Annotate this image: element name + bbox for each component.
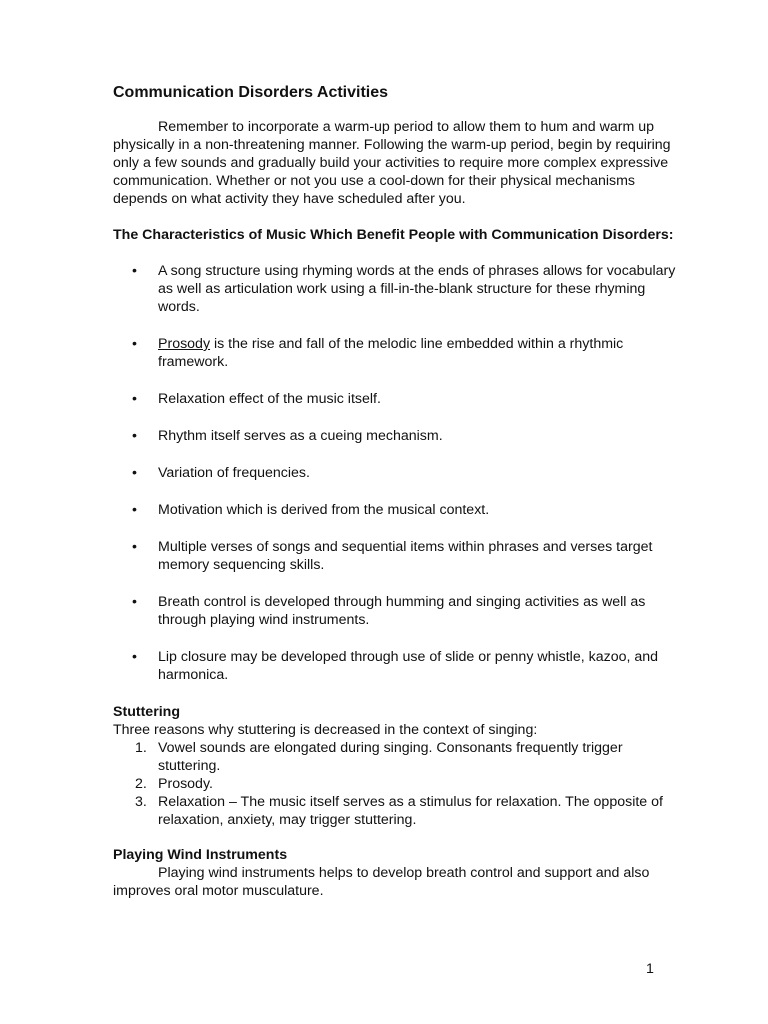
list-item-text: Relaxation – The music itself serves as a stimulus for relaxation. The opposite of relaxation, anxiety, may trigger stuttering. xyxy=(158,794,663,828)
stuttering-heading: Stuttering xyxy=(113,704,180,720)
characteristics-heading: The Characteristics of Music Which Benefit People with Communication Disorders: xyxy=(113,227,674,243)
bullet-icon: • xyxy=(132,649,137,665)
list-item-text: Relaxation effect of the music itself. xyxy=(158,391,381,407)
wind-instruments-heading: Playing Wind Instruments xyxy=(113,847,288,863)
list-item-text: Breath control is developed through humming and singing activities as well as through playing wind instruments. xyxy=(158,594,646,628)
bullet-icon: • xyxy=(132,263,137,279)
bullet-icon: • xyxy=(132,391,137,407)
wind-instruments-section xyxy=(113,846,685,900)
wind-instruments-paragraph: Playing wind instruments helps to develop breath control and support and also improves oral motor musculature. xyxy=(113,865,650,899)
list-item xyxy=(113,464,685,482)
list-item-text: is the rise and fall of the melodic line embedded within a rhythmic framework. xyxy=(158,336,624,370)
stuttering-section xyxy=(113,703,685,829)
list-number: 3. xyxy=(135,794,147,810)
list-item xyxy=(113,262,685,316)
list-item-text: A song structure using rhyming words at the ends of phrases allows for vocabulary as well as articulation work using a fill-in-the-blank structure for these rhyming words. xyxy=(158,263,676,315)
bullet-icon: • xyxy=(132,465,137,481)
bullet-icon: • xyxy=(132,539,137,555)
list-item xyxy=(113,538,685,574)
list-item xyxy=(113,648,685,684)
list-item-text: Lip closure may be developed through use of slide or penny whistle, kazoo, and harmonica. xyxy=(158,649,659,683)
list-item xyxy=(113,593,685,629)
stuttering-reasons-list xyxy=(113,739,685,829)
list-item-text: Motivation which is derived from the musical context. xyxy=(158,502,490,518)
list-item-text: Multiple verses of songs and sequential items within phrases and verses target memory sequencing skills. xyxy=(158,539,653,573)
list-item xyxy=(113,390,685,408)
list-item xyxy=(113,775,685,793)
bullet-icon: • xyxy=(132,428,137,444)
list-number: 1. xyxy=(135,740,147,756)
list-item xyxy=(113,739,685,775)
bullet-icon: • xyxy=(132,336,137,352)
intro-paragraph: Remember to incorporate a warm-up period to allow them to hum and warm up physically in a non-threatening manner. Following the warm-up period, begin by requiring only a few sounds and gradually build your activities to require more complex expressive communication. Whether or not you use a cool-down for their physical mechanisms depends on what activity they have scheduled after you. xyxy=(113,119,671,207)
bullet-icon: • xyxy=(132,502,137,518)
list-item-text: Vowel sounds are elongated during singing. Consonants frequently trigger stuttering. xyxy=(158,740,623,774)
list-item-text: Rhythm itself serves as a cueing mechanism. xyxy=(158,428,443,444)
page-number: 1 xyxy=(646,961,654,977)
list-item xyxy=(113,793,685,829)
list-item xyxy=(113,427,685,445)
characteristics-list xyxy=(113,262,685,684)
list-item-text: Variation of frequencies. xyxy=(158,465,310,481)
list-item xyxy=(113,501,685,519)
page-title: Communication Disorders Activities xyxy=(113,84,389,101)
stuttering-lead: Three reasons why stuttering is decreased in the context of singing: xyxy=(113,722,538,738)
bullet-icon: • xyxy=(132,594,137,610)
list-item xyxy=(113,335,685,371)
list-number: 2. xyxy=(135,776,147,792)
document-page xyxy=(113,80,685,900)
list-item-text: Prosody. xyxy=(158,776,213,792)
prosody-term: Prosody xyxy=(158,336,211,352)
